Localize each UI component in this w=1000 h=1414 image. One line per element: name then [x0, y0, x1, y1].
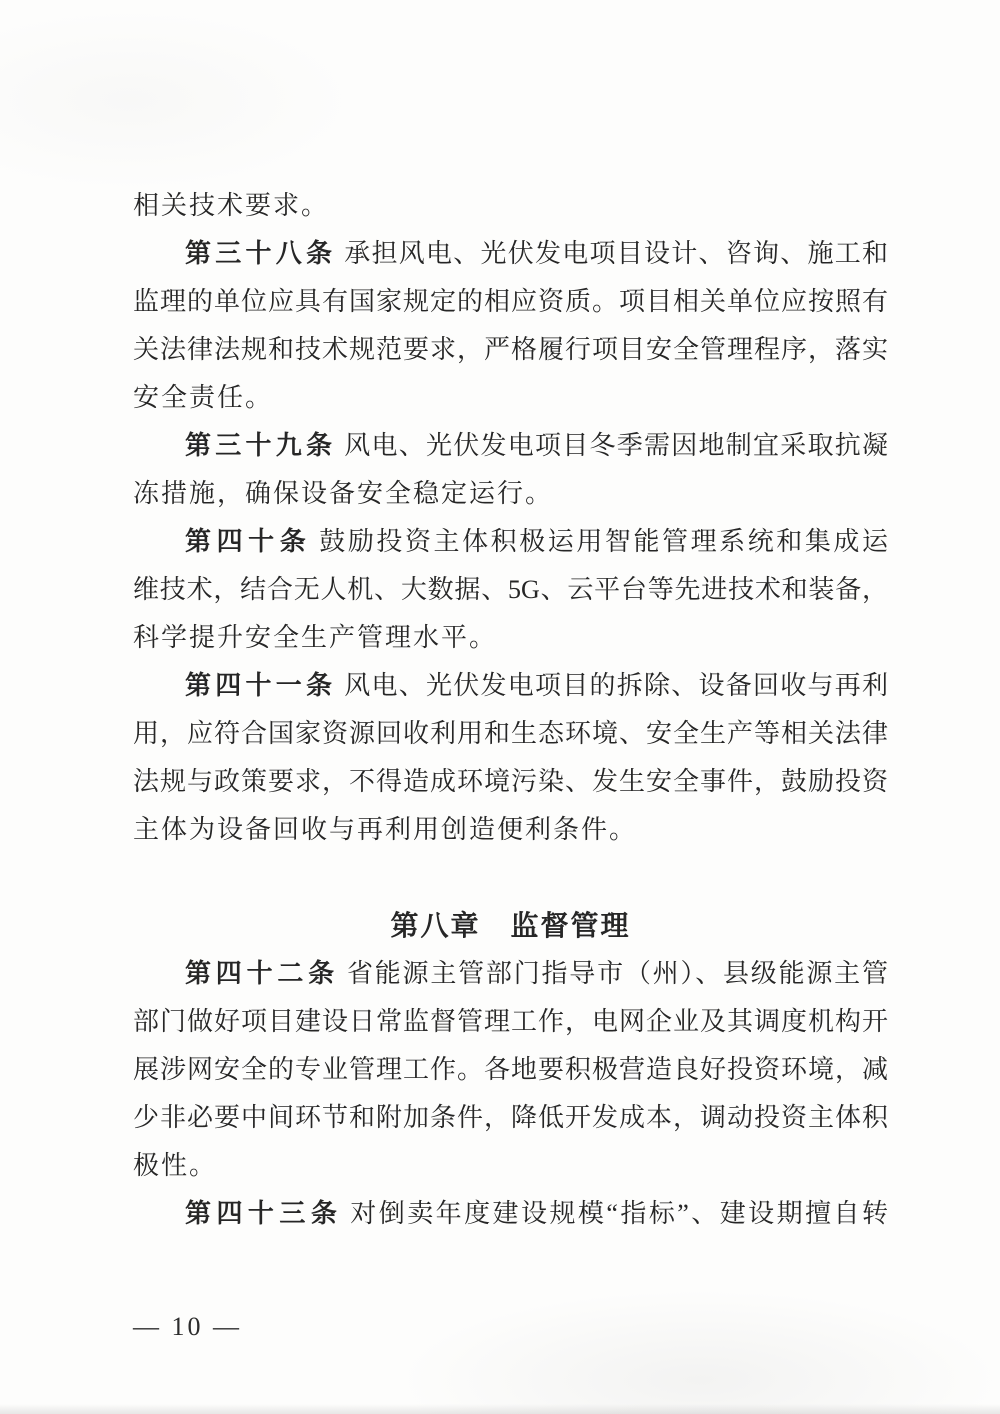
line-text: 相关技术要求。 [133, 191, 330, 220]
page-number: — 10 — [133, 1312, 242, 1341]
line-text: 展涉网安全的专业管理工作。各地要积极营造良好投资环境，减 [133, 1055, 888, 1084]
text-line [133, 326, 888, 374]
text-line [133, 1190, 888, 1238]
text-line [133, 278, 888, 326]
text-line [133, 518, 888, 566]
line-text: 鼓励投资主体积极运用智能管理系统和集成运 [319, 527, 888, 556]
line-text: 监理的单位应具有国家规定的相应资质。项目相关单位应按照有 [133, 287, 888, 316]
line-text: 极性。 [133, 1151, 218, 1180]
chapter-heading: 第八章 监督管理 [390, 910, 631, 941]
line-text: 承担风电、光伏发电项目设计、咨询、施工和 [344, 239, 888, 268]
text-line [133, 758, 888, 806]
article-number: 第四十三条 [185, 1199, 343, 1228]
text-line [133, 422, 888, 470]
text-line [133, 230, 888, 278]
article-number: 第四十一条 [185, 671, 337, 700]
line-text: 法规与政策要求，不得造成环境污染、发生安全事件，鼓励投资 [133, 767, 888, 796]
text-line [133, 662, 888, 710]
line-text: 科学提升安全生产管理水平。 [133, 623, 498, 652]
article-number: 第三十九条 [185, 431, 337, 460]
article-number: 第三十八条 [185, 239, 337, 268]
text-line [133, 1094, 888, 1142]
article-number: 第四十二条 [185, 959, 339, 988]
text-line [133, 374, 888, 422]
document-body [133, 182, 888, 1238]
text-line [133, 1046, 888, 1094]
text-line [133, 566, 888, 614]
line-text: 安全责任。 [133, 383, 274, 412]
text-line [133, 950, 888, 998]
line-text: 用，应符合国家资源回收利用和生态环境、安全生产等相关法律 [133, 719, 888, 748]
line-text: 维技术，结合无人机、大数据、5G、云平台等先进技术和装备， [133, 575, 888, 604]
text-line [133, 806, 888, 854]
line-text: 省能源主管部门指导市（州）、县级能源主管 [346, 959, 888, 988]
line-text: 对倒卖年度建设规模“指标”、建设期擅自转 [350, 1199, 888, 1228]
text-line [133, 998, 888, 1046]
line-text: 少非必要中间环节和附加条件，降低开发成本，调动投资主体积 [133, 1103, 888, 1132]
text-line [133, 710, 888, 758]
text-line [133, 1142, 888, 1190]
text-line [133, 182, 888, 230]
article-number: 第四十条 [185, 527, 312, 556]
text-line [133, 470, 888, 518]
line-text: 关法律法规和技术规范要求，严格履行项目安全管理程序，落实 [133, 335, 888, 364]
line-text: 主体为设备回收与再利用创造便利条件。 [133, 815, 638, 844]
line-text: 风电、光伏发电项目冬季需因地制宜采取抗凝 [344, 431, 888, 460]
line-text: 风电、光伏发电项目的拆除、设备回收与再利 [344, 671, 888, 700]
line-text: 部门做好项目建设日常监督管理工作，电网企业及其调度机构开 [133, 1007, 888, 1036]
line-text: 冻措施，确保设备安全稳定运行。 [133, 479, 554, 508]
scan-smudge [0, 1404, 1000, 1414]
text-line [133, 614, 888, 662]
